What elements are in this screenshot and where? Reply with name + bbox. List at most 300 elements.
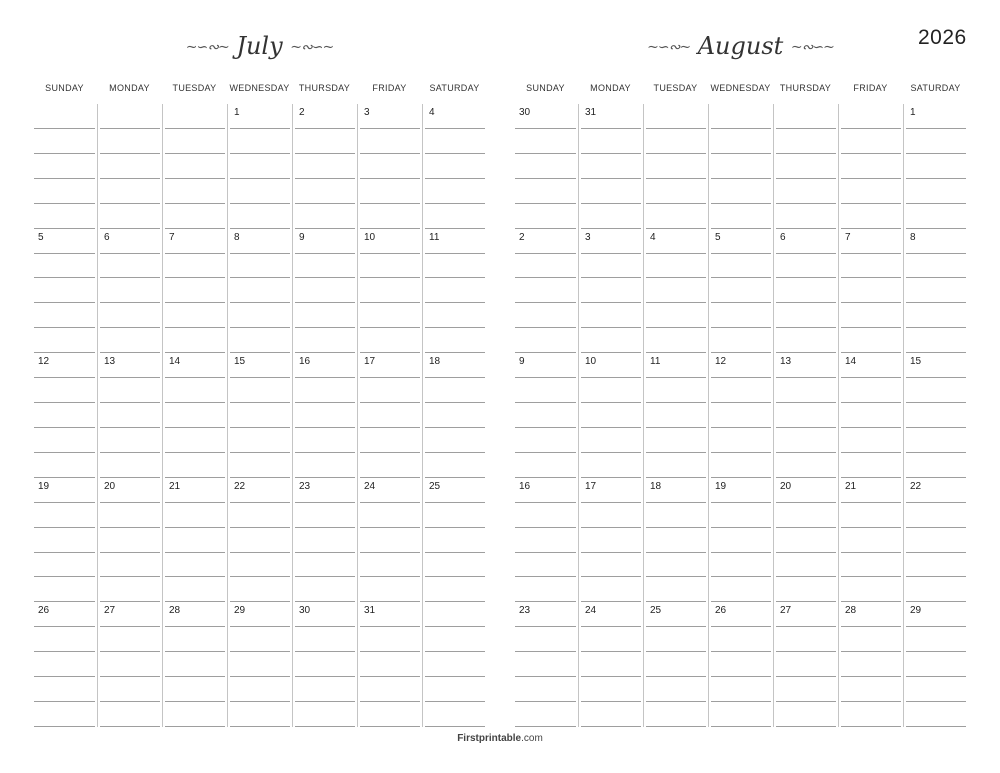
writing-line: [165, 552, 225, 553]
writing-line: [581, 726, 641, 727]
writing-line: [711, 153, 771, 154]
year-label: 2026: [918, 26, 967, 49]
day-cell: [708, 478, 773, 603]
writing-line: [360, 676, 420, 677]
day-number: 12: [38, 356, 50, 368]
writing-line: [165, 452, 225, 453]
day-number: 1: [910, 107, 916, 118]
writing-line: [515, 277, 576, 278]
day-number: 26: [38, 605, 50, 617]
writing-line: [100, 527, 160, 528]
month-title: [513, 32, 968, 60]
writing-line: [230, 253, 290, 254]
day-cell: [97, 104, 162, 229]
writing-line: [425, 253, 485, 254]
day-number: 27: [780, 605, 792, 617]
writing-line: [100, 327, 160, 328]
writing-line: [34, 327, 95, 328]
day-number: 4: [429, 107, 435, 118]
writing-line: [230, 527, 290, 528]
writing-line: [515, 327, 576, 328]
writing-line: [360, 452, 420, 453]
writing-line: [34, 203, 95, 204]
day-cell: [578, 229, 643, 354]
writing-line: [776, 302, 836, 303]
writing-line: [425, 502, 485, 503]
writing-line: [100, 377, 160, 378]
writing-line: [295, 128, 355, 129]
day-cell: [838, 229, 903, 354]
writing-line: [360, 277, 420, 278]
writing-line: [100, 427, 160, 428]
writing-line: [425, 576, 485, 577]
writing-line: [711, 377, 771, 378]
day-cell: [422, 478, 487, 603]
writing-line: [841, 203, 901, 204]
day-cell: [578, 602, 643, 727]
writing-line: [581, 277, 641, 278]
writing-line: [360, 203, 420, 204]
writing-line: [230, 502, 290, 503]
writing-line: [906, 377, 966, 378]
writing-line: [646, 651, 706, 652]
day-number: 28: [169, 605, 181, 617]
writing-line: [711, 178, 771, 179]
writing-line: [581, 253, 641, 254]
writing-line: [646, 427, 706, 428]
day-number: 15: [234, 356, 246, 368]
writing-line: [841, 552, 901, 553]
writing-line: [711, 277, 771, 278]
writing-line: [646, 178, 706, 179]
writing-line: [34, 178, 95, 179]
writing-line: [230, 153, 290, 154]
day-cell: [162, 602, 227, 727]
writing-line: [841, 576, 901, 577]
writing-line: [295, 302, 355, 303]
writing-line: [646, 502, 706, 503]
day-number: 31: [585, 107, 597, 118]
day-cell: [32, 104, 97, 229]
writing-line: [230, 701, 290, 702]
day-number: 16: [519, 480, 531, 492]
writing-line: [165, 726, 225, 727]
writing-line: [841, 302, 901, 303]
writing-line: [34, 153, 95, 154]
day-cell: [162, 229, 227, 354]
writing-line: [711, 327, 771, 328]
writing-line: [425, 277, 485, 278]
writing-line: [776, 327, 836, 328]
writing-line: [34, 452, 95, 453]
writing-line: [711, 203, 771, 204]
writing-line: [100, 277, 160, 278]
writing-line: [581, 128, 641, 129]
writing-line: [515, 676, 576, 677]
weekday-label: MONDAY: [109, 83, 150, 93]
writing-line: [646, 377, 706, 378]
writing-line: [425, 626, 485, 627]
writing-line: [711, 701, 771, 702]
writing-line: [230, 651, 290, 652]
writing-line: [165, 402, 225, 403]
writing-line: [581, 626, 641, 627]
writing-line: [425, 302, 485, 303]
writing-line: [776, 527, 836, 528]
writing-line: [100, 726, 160, 727]
day-cell: [578, 104, 643, 229]
writing-line: [906, 502, 966, 503]
writing-line: [581, 651, 641, 652]
writing-line: [646, 701, 706, 702]
day-cell: [903, 229, 968, 354]
writing-line: [711, 626, 771, 627]
writing-line: [100, 676, 160, 677]
writing-line: [776, 552, 836, 553]
writing-line: [841, 327, 901, 328]
day-cell: [643, 229, 708, 354]
day-number: 25: [650, 605, 662, 617]
writing-line: [906, 302, 966, 303]
writing-line: [360, 302, 420, 303]
writing-line: [711, 726, 771, 727]
day-cell: [357, 353, 422, 478]
day-cell: [708, 229, 773, 354]
day-number: 28: [845, 605, 857, 617]
writing-line: [100, 701, 160, 702]
day-number: 29: [910, 605, 922, 617]
day-cell: [708, 353, 773, 478]
weekday-label: TUESDAY: [653, 83, 698, 93]
day-cell: [578, 353, 643, 478]
writing-line: [515, 552, 576, 553]
writing-line: [34, 302, 95, 303]
writing-line: [165, 626, 225, 627]
writing-line: [906, 527, 966, 528]
writing-line: [906, 427, 966, 428]
writing-line: [776, 726, 836, 727]
day-number: 13: [780, 356, 792, 368]
writing-line: [581, 302, 641, 303]
writing-line: [646, 327, 706, 328]
writing-line: [841, 153, 901, 154]
day-cell: [97, 602, 162, 727]
writing-line: [360, 128, 420, 129]
writing-line: [581, 402, 641, 403]
writing-line: [581, 676, 641, 677]
writing-line: [425, 701, 485, 702]
writing-line: [230, 203, 290, 204]
flourish-right-icon: ~∾∽~: [290, 39, 334, 56]
writing-line: [295, 452, 355, 453]
writing-line: [295, 327, 355, 328]
day-number: 8: [910, 231, 916, 243]
writing-line: [906, 327, 966, 328]
day-cell: [97, 229, 162, 354]
day-cell: [513, 478, 578, 603]
writing-line: [425, 676, 485, 677]
writing-line: [711, 676, 771, 677]
writing-line: [165, 203, 225, 204]
writing-line: [295, 178, 355, 179]
writing-line: [711, 576, 771, 577]
day-cell: [578, 478, 643, 603]
writing-line: [295, 427, 355, 428]
day-cell: [903, 478, 968, 603]
writing-line: [360, 253, 420, 254]
writing-line: [515, 377, 576, 378]
day-cell: [97, 353, 162, 478]
writing-line: [646, 153, 706, 154]
day-cell: [903, 353, 968, 478]
writing-line: [425, 402, 485, 403]
flourish-left-icon: ~∽∾~: [647, 39, 691, 56]
day-cell: [422, 353, 487, 478]
writing-line: [581, 701, 641, 702]
writing-line: [581, 576, 641, 577]
day-cell: [292, 602, 357, 727]
writing-line: [841, 277, 901, 278]
day-number: 31: [364, 605, 376, 617]
writing-line: [34, 726, 95, 727]
writing-line: [646, 203, 706, 204]
writing-line: [165, 327, 225, 328]
writing-line: [581, 502, 641, 503]
writing-line: [581, 203, 641, 204]
writing-line: [841, 452, 901, 453]
weekday-label: SATURDAY: [429, 83, 480, 93]
writing-line: [360, 576, 420, 577]
day-cell: [708, 602, 773, 727]
writing-line: [360, 651, 420, 652]
writing-line: [425, 452, 485, 453]
writing-line: [581, 327, 641, 328]
day-number: 14: [169, 356, 181, 368]
day-cell: [227, 229, 292, 354]
writing-line: [34, 527, 95, 528]
day-number: 23: [519, 605, 531, 617]
day-number: 4: [650, 231, 656, 243]
day-number: 18: [429, 356, 441, 368]
writing-line: [841, 676, 901, 677]
writing-line: [515, 626, 576, 627]
day-cell: [162, 104, 227, 229]
day-number: 30: [519, 107, 531, 118]
brand-name: Firstprintable: [457, 733, 522, 744]
writing-line: [165, 651, 225, 652]
day-cell: [773, 602, 838, 727]
day-cell: [357, 478, 422, 603]
writing-line: [776, 651, 836, 652]
writing-line: [841, 402, 901, 403]
writing-line: [230, 726, 290, 727]
writing-line: [34, 377, 95, 378]
day-cell: [32, 478, 97, 603]
writing-line: [34, 277, 95, 278]
writing-line: [841, 527, 901, 528]
day-number: 20: [104, 480, 116, 492]
writing-line: [295, 153, 355, 154]
day-cell: [838, 602, 903, 727]
writing-line: [360, 377, 420, 378]
day-cell: [773, 229, 838, 354]
brand-suffix: .com: [521, 733, 543, 744]
day-number: 6: [104, 231, 110, 243]
writing-line: [841, 253, 901, 254]
weekday-label: SUNDAY: [45, 83, 84, 93]
writing-line: [425, 527, 485, 528]
writing-line: [295, 377, 355, 378]
writing-line: [581, 153, 641, 154]
writing-line: [776, 427, 836, 428]
day-number: 19: [38, 480, 50, 492]
writing-line: [776, 452, 836, 453]
writing-line: [165, 178, 225, 179]
writing-line: [646, 253, 706, 254]
day-cell: [357, 104, 422, 229]
day-number: 22: [234, 480, 246, 492]
writing-line: [906, 676, 966, 677]
writing-line: [776, 377, 836, 378]
writing-line: [906, 128, 966, 129]
writing-line: [711, 452, 771, 453]
day-number: 20: [780, 480, 792, 492]
writing-line: [230, 128, 290, 129]
writing-line: [425, 203, 485, 204]
writing-line: [295, 203, 355, 204]
day-number: 6: [780, 231, 786, 243]
writing-line: [646, 676, 706, 677]
writing-line: [230, 402, 290, 403]
writing-line: [165, 153, 225, 154]
writing-line: [295, 502, 355, 503]
writing-line: [646, 452, 706, 453]
writing-line: [165, 676, 225, 677]
writing-line: [360, 153, 420, 154]
writing-line: [515, 701, 576, 702]
writing-line: [295, 552, 355, 553]
month-title: [32, 32, 487, 60]
writing-line: [776, 701, 836, 702]
writing-line: [230, 452, 290, 453]
writing-line: [776, 576, 836, 577]
day-cell: [357, 229, 422, 354]
weekday-label: THURSDAY: [298, 83, 351, 93]
writing-line: [295, 626, 355, 627]
day-number: 21: [845, 480, 857, 492]
writing-line: [34, 502, 95, 503]
writing-line: [906, 452, 966, 453]
writing-line: [906, 626, 966, 627]
writing-line: [515, 402, 576, 403]
day-number: 25: [429, 480, 441, 492]
writing-line: [711, 502, 771, 503]
writing-line: [906, 178, 966, 179]
writing-line: [425, 726, 485, 727]
writing-line: [776, 178, 836, 179]
writing-line: [425, 178, 485, 179]
writing-line: [34, 676, 95, 677]
writing-line: [295, 253, 355, 254]
day-cell: [292, 478, 357, 603]
writing-line: [841, 178, 901, 179]
writing-line: [841, 128, 901, 129]
day-number: 3: [364, 107, 370, 118]
writing-line: [165, 377, 225, 378]
writing-line: [646, 626, 706, 627]
writing-line: [360, 427, 420, 428]
day-number: 18: [650, 480, 662, 492]
day-cell: [422, 602, 487, 727]
writing-line: [165, 253, 225, 254]
day-number: 11: [650, 356, 661, 368]
writing-line: [360, 527, 420, 528]
weekday-header: [32, 83, 487, 93]
day-number: 21: [169, 480, 181, 492]
writing-line: [230, 277, 290, 278]
writing-line: [646, 402, 706, 403]
writing-line: [841, 626, 901, 627]
writing-line: [425, 552, 485, 553]
writing-line: [906, 701, 966, 702]
day-cell: [513, 229, 578, 354]
writing-line: [100, 626, 160, 627]
writing-line: [646, 128, 706, 129]
writing-line: [425, 128, 485, 129]
writing-line: [360, 726, 420, 727]
day-number: 16: [299, 356, 311, 368]
day-cell: [227, 104, 292, 229]
day-number: 5: [38, 231, 44, 243]
day-number: 27: [104, 605, 116, 617]
writing-line: [515, 576, 576, 577]
day-cell: [773, 104, 838, 229]
day-cell: [292, 229, 357, 354]
writing-line: [230, 327, 290, 328]
weekday-label: TUESDAY: [172, 83, 217, 93]
writing-line: [906, 402, 966, 403]
writing-line: [841, 502, 901, 503]
writing-line: [906, 277, 966, 278]
writing-line: [425, 377, 485, 378]
weekday-label: MONDAY: [590, 83, 631, 93]
writing-line: [711, 427, 771, 428]
calendar-grid: [513, 104, 968, 727]
day-cell: [643, 104, 708, 229]
writing-line: [100, 128, 160, 129]
weekday-label: SUNDAY: [526, 83, 565, 93]
writing-line: [581, 452, 641, 453]
writing-line: [776, 277, 836, 278]
writing-line: [360, 178, 420, 179]
writing-line: [841, 726, 901, 727]
writing-line: [165, 302, 225, 303]
weekday-label: WEDNESDAY: [710, 83, 771, 93]
writing-line: [34, 427, 95, 428]
day-cell: [227, 602, 292, 727]
day-number: 10: [585, 356, 597, 368]
writing-line: [906, 552, 966, 553]
writing-line: [165, 427, 225, 428]
day-cell: [903, 104, 968, 229]
day-number: 9: [299, 231, 305, 243]
writing-line: [230, 302, 290, 303]
day-number: 10: [364, 231, 376, 243]
writing-line: [34, 128, 95, 129]
writing-line: [776, 402, 836, 403]
writing-line: [776, 502, 836, 503]
writing-line: [295, 402, 355, 403]
